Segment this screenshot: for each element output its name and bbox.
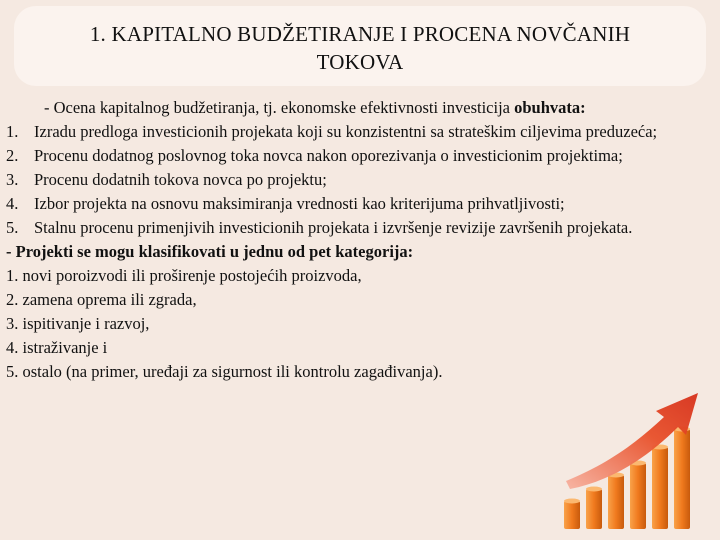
category-item: 2. zamena oprema ili zgrada, [6, 290, 197, 309]
list-item-text: Stalnu procenu primenjivih investicionih projekata i izvršenje revizije završenih projekata. [34, 218, 633, 237]
growth-bar-chart-arrow-icon [560, 389, 710, 534]
slide-title-line1: 1. KAPITALNO BUDŽETIRANJE I PROCENA NOVČANIH [89, 22, 631, 46]
intro-text: - Ocena kapitalnog budžetiranja, tj. ekonomske efektivnosti investicija [44, 98, 515, 117]
list-item-text: Procenu dodatnog poslovnog toka novca nakon oporezivanja o investicionim projektima; [34, 146, 623, 165]
list-item [6, 144, 710, 168]
slide-title-line2: TOKOVA [316, 50, 404, 74]
category-item: 5. ostalo (na primer, uređaji za sigurnost ili kontrolu zagađivanja). [6, 362, 443, 381]
list-item-number: 5. [6, 218, 19, 237]
slide-body [6, 96, 710, 384]
section-heading: - Projekti se mogu klasifikovati u jednu od pet kategorija: [6, 242, 414, 261]
project-categories-list [6, 264, 710, 384]
list-item [6, 168, 710, 192]
category-item: 3. ispitivanje i razvoj, [6, 314, 150, 333]
slide-title [0, 20, 720, 76]
list-item [6, 120, 710, 144]
list-item-number: 2. [6, 146, 19, 165]
category-item: 4. istraživanje i [6, 338, 108, 357]
list-item [6, 216, 710, 240]
list-item [6, 192, 710, 216]
assessment-steps-list [6, 120, 710, 240]
list-item-text: Izradu predloga investicionih projekata koji su konzistentni sa strateškim ciljevima preduzeća; [34, 122, 658, 141]
list-item-text: Procenu dodatnih tokova novca po projektu; [34, 170, 327, 189]
intro-bold-text: obuhvata: [514, 98, 586, 117]
intro-paragraph [6, 96, 710, 120]
category-item: 1. novi poroizvodi ili proširenje postojećih proizvoda, [6, 266, 362, 285]
list-item-number: 3. [6, 170, 19, 189]
list-item-number: 4. [6, 194, 19, 213]
list-item-text: Izbor projekta na osnovu maksimiranja vrednosti kao kriterijuma prihvatljivosti; [34, 194, 565, 213]
list-item-number: 1. [6, 122, 19, 141]
